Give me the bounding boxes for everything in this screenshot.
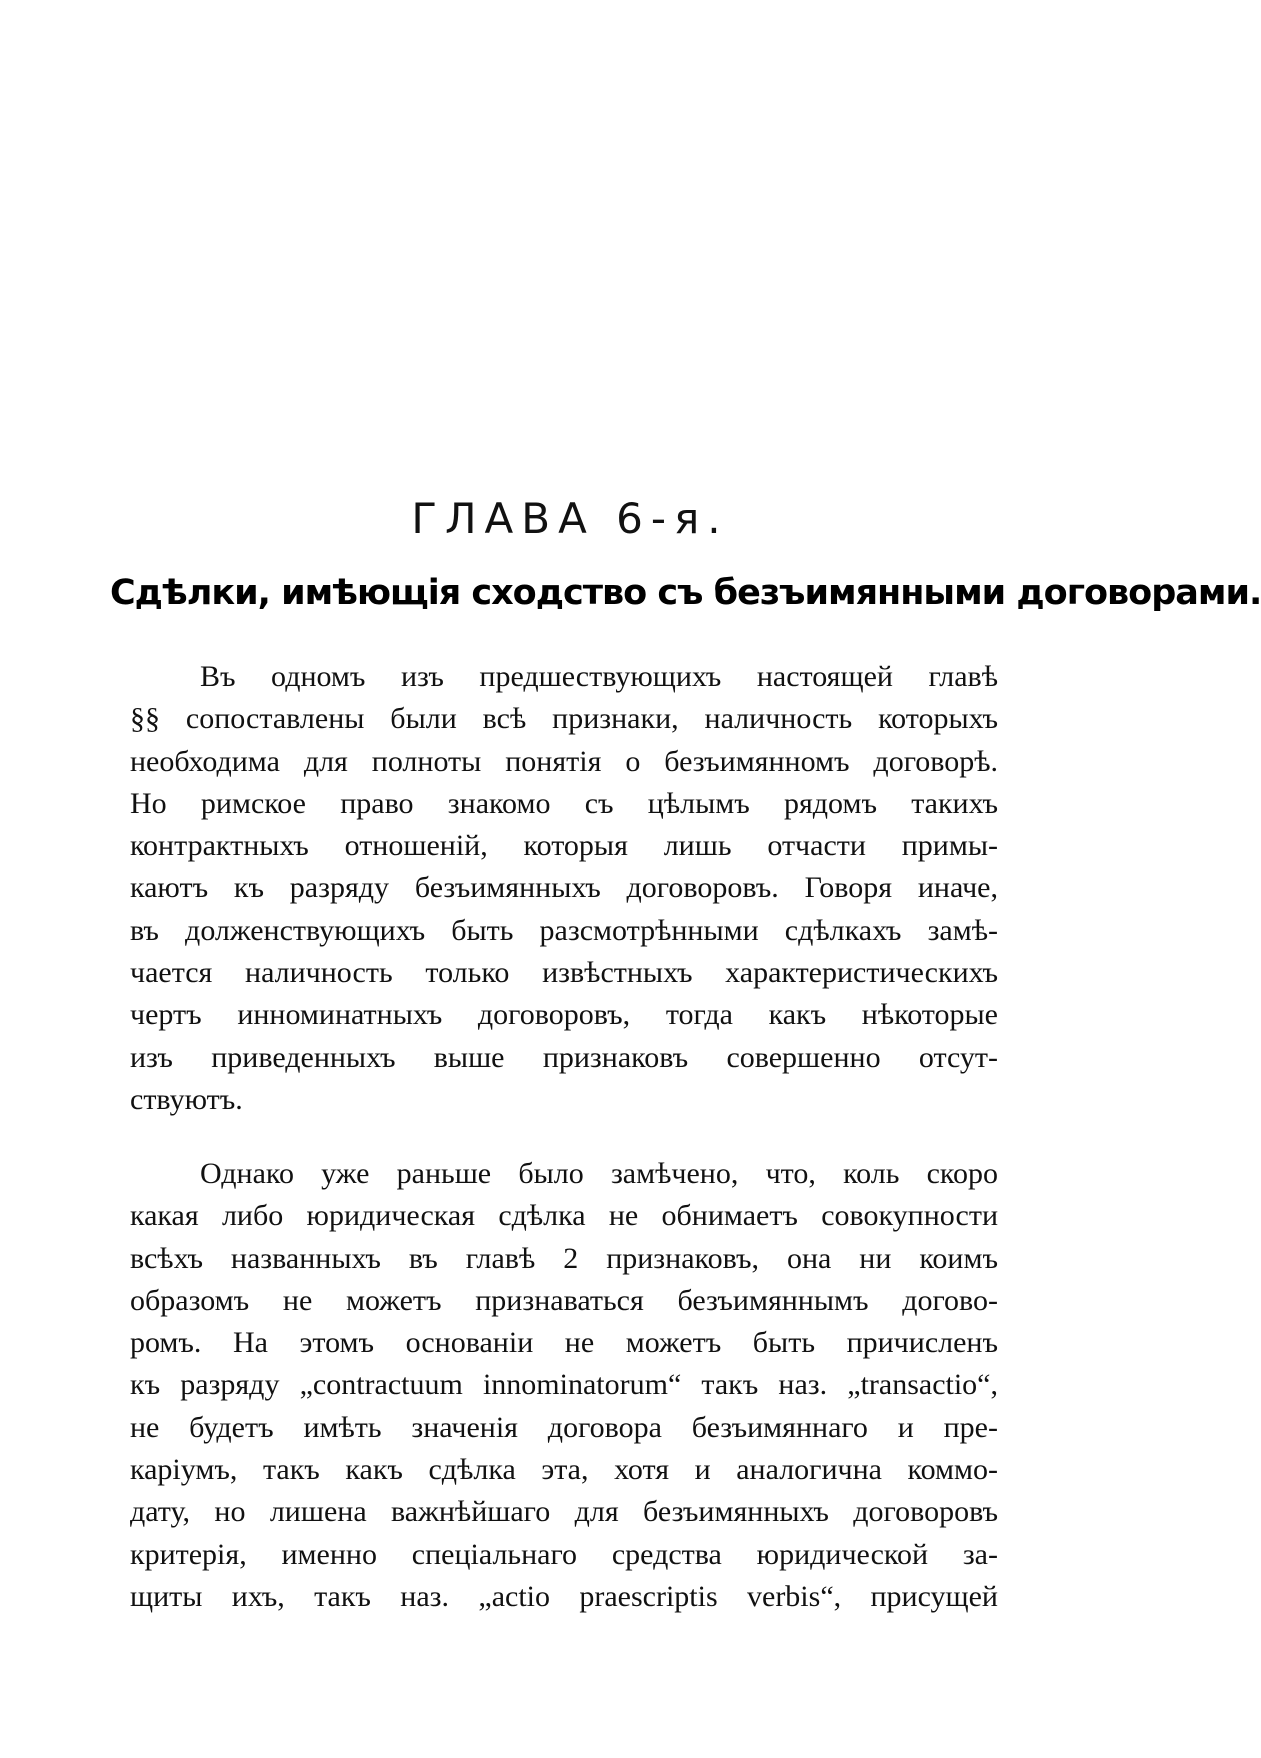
text-line: §§ сопоставлены были всѣ признаки, наличность которыхъ [130, 702, 998, 736]
text-line: Однако уже раньше было замѣчено, что, коль скоро [200, 1157, 998, 1190]
text-line: каріумъ, такъ какъ сдѣлка эта, хотя и аналогична коммо- [130, 1453, 998, 1487]
text-line: ромъ. На этомъ основаніи не можетъ быть причисленъ [130, 1326, 998, 1360]
text-line: Но римское право знакомо съ цѣлымъ рядомъ такихъ [130, 786, 998, 820]
text-line: каютъ къ разряду безъимянныхъ договоровъ. Говоря иначе, [130, 871, 998, 905]
text-line: контрактныхъ отношеній, которыя лишь отчасти примы- [130, 829, 998, 863]
chapter-heading: ГЛАВА 6-я. [411, 494, 729, 543]
text-line: чается наличность только извѣстныхъ характеристическихъ [130, 956, 998, 990]
text-line: необходима для полноты понятія о безъимянномъ договорѣ. [130, 744, 998, 778]
text-line: чертъ инноминатныхъ договоровъ, тогда какъ нѣкоторые [130, 998, 998, 1032]
text-line: въ долженствующихъ быть разсмотрѣнными сдѣлкахъ замѣ- [130, 913, 998, 947]
text-line: всѣхъ названныхъ въ главѣ 2 признаковъ, она ни коимъ [130, 1241, 998, 1275]
text-line: образомъ не можетъ признаваться безъимяннымъ догово- [130, 1283, 998, 1317]
paragraph-2 [130, 1153, 998, 1618]
text-line: къ разряду „contractuum innominatorum“ такъ наз. „transactio“, [130, 1368, 998, 1402]
text-line: какая либо юридическая сдѣлка не обнимаетъ совокупности [130, 1199, 998, 1233]
text-line: Въ одномъ изъ предшествующихъ настоящей главѣ [200, 660, 998, 693]
text-line: ствуютъ. [130, 1082, 243, 1116]
text-line: критерія, именно спеціальнаго средства юридической за- [130, 1537, 998, 1571]
chapter-title: Сдѣлки, имѣющія сходство съ безъимянными договорами. [110, 573, 1261, 613]
text-line: изъ приведенныхъ выше признаковъ совершенно отсут- [130, 1040, 998, 1074]
paragraph-1 [130, 656, 998, 1121]
text-line: щиты ихъ, такъ наз. „actio praescriptis verbis“, присущей [130, 1579, 998, 1613]
text-line: не будетъ имѣть значенія договора безъимяннаго и пре- [130, 1410, 998, 1444]
text-line: дату, но лишена важнѣйшаго для безъимянныхъ договоровъ [130, 1495, 998, 1529]
